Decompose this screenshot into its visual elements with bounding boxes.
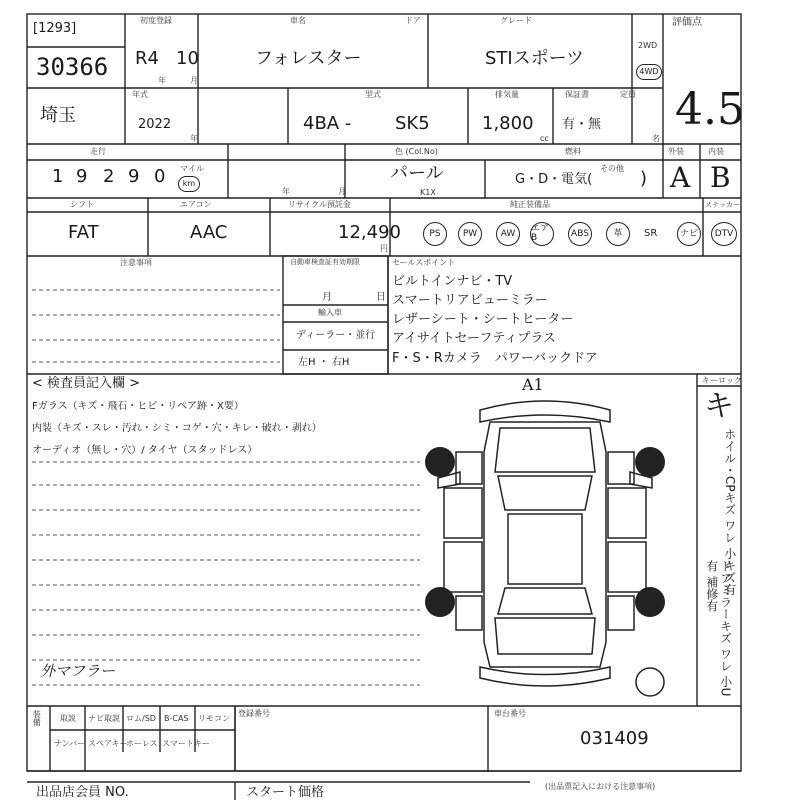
bottom-equipment-label: 装備 [32, 710, 42, 726]
score-label: 評価点 [672, 17, 702, 28]
reg-month: 10 [176, 48, 199, 69]
inspection-month: 月 [322, 292, 332, 303]
equip-bcas: B-CAS [164, 714, 189, 723]
grade-label: グレード [500, 16, 532, 25]
color-value: パール [390, 163, 444, 184]
chassis-number: 031409 [580, 728, 649, 749]
warranty-label: 保証書 [565, 90, 589, 99]
car-damage-diagram [420, 392, 670, 702]
dealer-parallel: ディーラー・並行 [296, 330, 376, 341]
equip-dtv: DTV [711, 222, 737, 246]
keylock-value: キ [704, 389, 734, 424]
sticker-label: ステッカー [705, 201, 740, 209]
type-prefix: 4BA - [303, 113, 352, 134]
warranty-value: 有・無 [562, 117, 602, 132]
steering-side: 左H ・ 右H [298, 357, 350, 368]
member-number-label: 出品店会員 NO. [36, 785, 129, 800]
equip-spare-key: スペアキー [88, 739, 128, 748]
color-label: 色 (Col.No) [395, 147, 438, 156]
spare-tire-icon [634, 666, 666, 698]
displacement-unit: cc [540, 134, 549, 143]
exterior-label: 外装 [668, 147, 684, 156]
sales-point-2: スマートリアビューミラー [392, 293, 548, 308]
aircon-value: AAC [190, 222, 228, 243]
keylock-note-wheel: ホイル・CPキズ ワレ 小キズ有 [722, 428, 737, 596]
footnote-label: (出品票記入における注意事項) [545, 782, 656, 791]
mileage-digit-4: 9 [128, 166, 140, 187]
capacity-unit: 名 [652, 134, 660, 143]
door-label: ドア [405, 16, 421, 25]
sales-points-label: セールスポイント [392, 258, 456, 267]
color-code: K1X [420, 188, 436, 197]
sales-point-1: ビルトインナビ・TV [392, 274, 513, 289]
diagram-damage-mark: A1 [522, 375, 544, 394]
registration-number-label: 登録番号 [238, 709, 270, 718]
interior-label: 内装 [708, 147, 724, 156]
equip-manual: 取説 [60, 714, 76, 723]
first-reg-label: 初度登録 [140, 16, 172, 25]
sales-point-3: レザーシート・シートヒーター [392, 312, 574, 327]
displacement-label: 排気量 [495, 90, 519, 99]
reg-year-suffix: 年 [158, 76, 166, 85]
chassis-number-label: 車台番号 [494, 709, 526, 718]
import-label: 輸入車 [318, 308, 342, 317]
equip-pw: PW [458, 222, 482, 246]
score-value: 4.5 [675, 84, 745, 135]
inspector-handwritten-note: 外マフラー [40, 662, 116, 680]
drive-2wd: 2WD [638, 41, 658, 50]
equip-rom-sd: ロム/SD [126, 714, 156, 723]
mileage-unit-miles: マイル [180, 164, 204, 173]
aircon-label: エアコン [180, 200, 212, 209]
mileage-digit-3: 2 [103, 166, 115, 187]
grade-value: STIスポーツ [485, 48, 585, 69]
recycle-unit: 円 [380, 244, 388, 253]
exterior-grade: A [670, 161, 691, 194]
inspection-day: 日 [376, 292, 386, 303]
shift-label: シフト [70, 200, 94, 209]
mileage-label: 走行 [90, 147, 106, 156]
fuel-other-label: その他 [600, 164, 624, 173]
fuel-value: G・D・電気( [515, 172, 593, 187]
inspector-line-audio-tire: オーディオ（無し・穴）/ タイヤ（スタッドレス） [32, 445, 258, 456]
inspector-line-interior: 内装（キズ・スレ・汚れ・シミ・コゲ・穴・キレ・破れ・剥れ） [32, 423, 322, 434]
model-name-label: 車名 [290, 16, 306, 25]
inspector-line-glass: Fガラス（キズ・飛石・ヒビ・リペア跡・X要） [32, 401, 244, 412]
mileage-digit-1: 1 [52, 166, 64, 187]
model-year-suffix: 年 [190, 134, 198, 143]
fuel-label: 燃料 [565, 147, 581, 156]
lot-number: 30366 [36, 53, 109, 81]
sales-point-5: F・S・Rカメラ パワーバックドア [392, 351, 598, 366]
caution-label: 注意事項 [120, 258, 152, 267]
equip-sr: SR [644, 228, 658, 239]
mileage-unit-km-circled: km [178, 176, 200, 192]
color-month-suffix: 月 [338, 187, 346, 196]
inspector-title: < 検査員記入欄 > [32, 376, 141, 391]
equip-navi-manual: ナビ取説 [88, 714, 120, 723]
equip-airbag: エアB [530, 222, 554, 246]
equip-navi: ナビ [677, 222, 701, 246]
sheet-code: [1293] [33, 21, 77, 36]
equipment-label: 純正装備品 [510, 200, 550, 209]
fuel-close: ) [640, 168, 648, 189]
keylock-label: キーロック [702, 376, 742, 385]
equip-remote: リモコン [198, 714, 230, 723]
recycle-value: 12,490 [338, 222, 401, 243]
mileage-digit-5: 0 [154, 166, 166, 187]
keylock-note-mirror: ドアミラーキズ ワレ 小U有 補修有 [704, 560, 733, 697]
shift-value: FAT [68, 222, 99, 243]
reg-month-suffix: 月 [190, 76, 198, 85]
equip-number-plate: ナンバー [54, 739, 86, 748]
sales-point-4: アイサイトセーフティプラス [392, 331, 556, 346]
equip-smart-key: スマートキー [162, 739, 210, 748]
reg-year-era: R4 [135, 48, 159, 69]
equip-keyless: ホーレス [126, 739, 158, 748]
type-label: 型式 [365, 90, 381, 99]
type-code: SK5 [395, 113, 430, 134]
capacity-label: 定員 [620, 90, 636, 99]
displacement: 1,800 [482, 113, 534, 134]
model-year-label: 年式 [132, 90, 148, 99]
inspection-expiry-label: 自動車検査証有効期限 [290, 258, 360, 266]
start-price-label: スタート価格 [246, 785, 325, 800]
equip-abs: ABS [568, 222, 592, 246]
region: 埼玉 [40, 105, 76, 126]
interior-grade: B [710, 161, 731, 194]
model-name: フォレスター [255, 48, 362, 69]
equip-ps: PS [423, 222, 447, 246]
mileage-digit-2: 9 [76, 166, 88, 187]
drive-4wd-circled: 4WD [636, 64, 662, 80]
color-year-suffix: 年 [282, 187, 290, 196]
recycle-label: リサイクル預託金 [288, 200, 351, 209]
model-year: 2022 [138, 117, 172, 132]
equip-aw: AW [496, 222, 520, 246]
equip-leather: 革 [606, 222, 630, 246]
